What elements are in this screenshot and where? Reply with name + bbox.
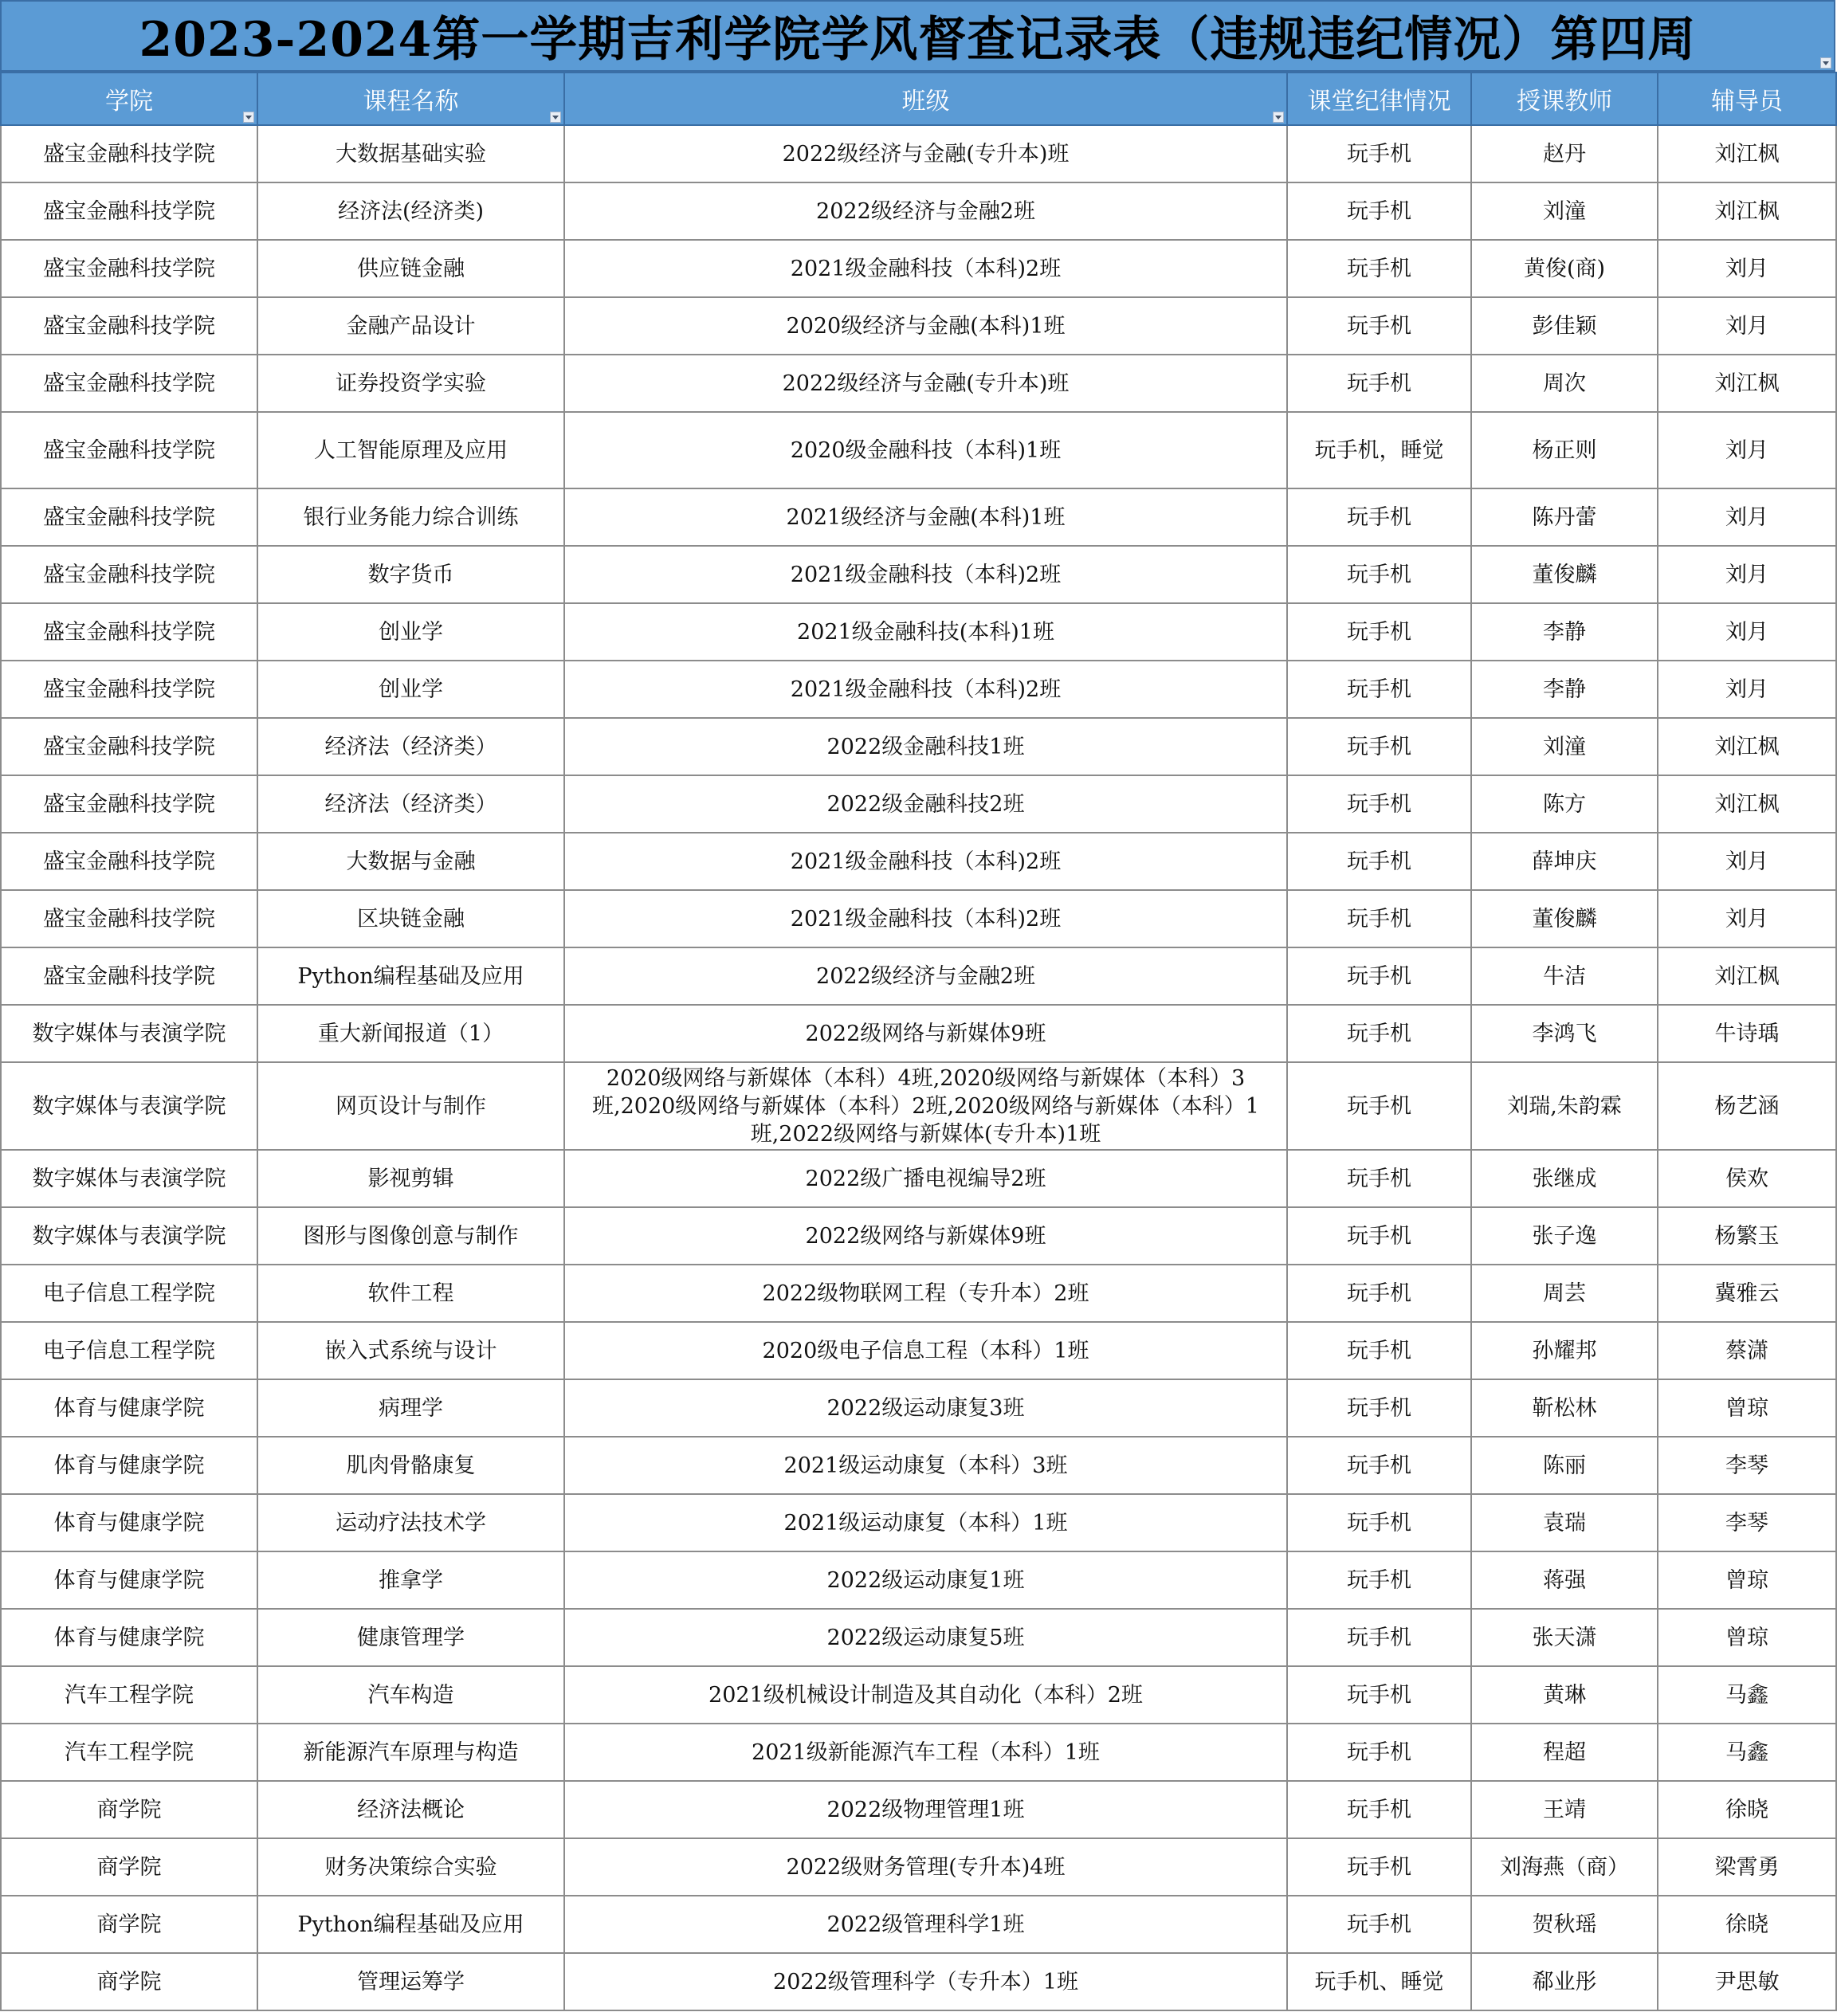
discipline-cell[interactable]: 玩手机 — [1287, 1494, 1471, 1551]
teacher-cell[interactable]: 黄俊(商) — [1471, 240, 1658, 297]
teacher-cell[interactable]: 董俊麟 — [1471, 546, 1658, 603]
counselor-cell[interactable]: 杨艺涵 — [1658, 1062, 1836, 1150]
table-row — [1, 182, 1836, 240]
teacher-cell[interactable]: 贺秋瑶 — [1471, 1896, 1658, 1953]
discipline-cell[interactable]: 玩手机 — [1287, 297, 1471, 355]
counselor-cell[interactable]: 刘月 — [1658, 297, 1836, 355]
course-cell[interactable]: 肌肉骨骼康复 — [257, 1437, 564, 1494]
table-row — [1, 1781, 1836, 1838]
class-cell[interactable]: 2021级金融科技(本科)1班 — [564, 603, 1287, 661]
class-cell[interactable]: 2021级经济与金融(本科)1班 — [564, 488, 1287, 546]
class-cell[interactable]: 2022级经济与金融(专升本)班 — [564, 355, 1287, 412]
teacher-cell[interactable]: 周芸 — [1471, 1265, 1658, 1322]
college-cell[interactable]: 商学院 — [1, 1781, 257, 1838]
course-cell[interactable]: 金融产品设计 — [257, 297, 564, 355]
table-row — [1, 125, 1836, 182]
course-cell[interactable]: 汽车构造 — [257, 1666, 564, 1724]
counselor-cell[interactable]: 李琴 — [1658, 1494, 1836, 1551]
class-cell[interactable]: 2021级金融科技（本科)2班 — [564, 833, 1287, 890]
counselor-cell[interactable]: 徐晓 — [1658, 1781, 1836, 1838]
column-header[interactable] — [1, 73, 257, 125]
course-cell[interactable]: 创业学 — [257, 603, 564, 661]
table-row — [1, 1666, 1836, 1724]
sheet-title-text: 2023-2024第一学期吉利学院学风督查记录表（违规违纪情况）第四周 — [139, 12, 1697, 68]
class-cell[interactable]: 2022级运动康复1班 — [564, 1551, 1287, 1609]
class-cell[interactable]: 2022级金融科技1班 — [564, 718, 1287, 775]
course-cell[interactable]: 经济法(经济类) — [257, 182, 564, 240]
college-cell[interactable]: 盛宝金融科技学院 — [1, 125, 257, 182]
college-cell[interactable]: 电子信息工程学院 — [1, 1265, 257, 1322]
table-row — [1, 603, 1836, 661]
class-cell[interactable]: 2021级新能源汽车工程（本科）1班 — [564, 1724, 1287, 1781]
teacher-cell[interactable]: 孙耀邦 — [1471, 1322, 1658, 1379]
college-cell[interactable]: 商学院 — [1, 1953, 257, 2010]
counselor-cell[interactable]: 刘江枫 — [1658, 718, 1836, 775]
discipline-cell[interactable]: 玩手机 — [1287, 1666, 1471, 1724]
discipline-cell[interactable]: 玩手机 — [1287, 1609, 1471, 1666]
header-label: 课堂纪律情况 — [1307, 88, 1451, 116]
college-cell[interactable]: 体育与健康学院 — [1, 1551, 257, 1609]
table-body — [1, 125, 1836, 2010]
counselor-cell[interactable]: 刘月 — [1658, 240, 1836, 297]
teacher-cell[interactable]: 张继成 — [1471, 1150, 1658, 1207]
class-cell[interactable]: 2020级经济与金融(本科)1班 — [564, 297, 1287, 355]
course-cell[interactable]: 图形与图像创意与制作 — [257, 1207, 564, 1265]
discipline-cell[interactable]: 玩手机 — [1287, 240, 1471, 297]
course-cell[interactable]: 影视剪辑 — [257, 1150, 564, 1207]
teacher-cell[interactable]: 王靖 — [1471, 1781, 1658, 1838]
filter-dropdown-icon[interactable] — [243, 112, 254, 123]
college-cell[interactable]: 盛宝金融科技学院 — [1, 297, 257, 355]
college-cell[interactable]: 汽车工程学院 — [1, 1666, 257, 1724]
header-label: 班级 — [901, 88, 950, 116]
filter-dropdown-icon[interactable] — [1273, 112, 1284, 123]
table-row — [1, 1005, 1836, 1062]
discipline-cell[interactable]: 玩手机 — [1287, 125, 1471, 182]
table-row — [1, 1724, 1836, 1781]
table-row — [1, 240, 1836, 297]
discipline-cell[interactable]: 玩手机 — [1287, 718, 1471, 775]
discipline-cell[interactable]: 玩手机 — [1287, 661, 1471, 718]
discipline-cell[interactable]: 玩手机 — [1287, 1207, 1471, 1265]
college-cell[interactable]: 盛宝金融科技学院 — [1, 947, 257, 1005]
teacher-cell[interactable]: 黄琳 — [1471, 1666, 1658, 1724]
teacher-cell[interactable]: 董俊麟 — [1471, 890, 1658, 947]
column-header[interactable] — [1471, 73, 1658, 125]
college-cell[interactable]: 电子信息工程学院 — [1, 1322, 257, 1379]
college-cell[interactable]: 盛宝金融科技学院 — [1, 603, 257, 661]
table-row — [1, 1062, 1836, 1150]
course-cell[interactable]: 推拿学 — [257, 1551, 564, 1609]
college-cell[interactable]: 体育与健康学院 — [1, 1437, 257, 1494]
course-cell[interactable]: 大数据基础实验 — [257, 125, 564, 182]
college-cell[interactable]: 数字媒体与表演学院 — [1, 1005, 257, 1062]
counselor-cell[interactable]: 刘江枫 — [1658, 182, 1836, 240]
header-label: 辅导员 — [1711, 88, 1783, 116]
counselor-cell[interactable]: 刘月 — [1658, 833, 1836, 890]
counselor-cell[interactable]: 冀雅云 — [1658, 1265, 1836, 1322]
discipline-cell[interactable]: 玩手机 — [1287, 1437, 1471, 1494]
college-cell[interactable]: 数字媒体与表演学院 — [1, 1150, 257, 1207]
discipline-cell[interactable]: 玩手机 — [1287, 890, 1471, 947]
class-cell[interactable]: 2022级财务管理(专升本)4班 — [564, 1838, 1287, 1896]
class-cell[interactable]: 2021级机械设计制造及其自动化（本科）2班 — [564, 1666, 1287, 1724]
teacher-cell[interactable]: 陈丹蕾 — [1471, 488, 1658, 546]
table-row — [1, 1207, 1836, 1265]
course-cell[interactable]: 经济法（经济类） — [257, 718, 564, 775]
teacher-cell[interactable]: 李鸿飞 — [1471, 1005, 1658, 1062]
teacher-cell[interactable]: 陈丽 — [1471, 1437, 1658, 1494]
course-cell[interactable]: 新能源汽车原理与构造 — [257, 1724, 564, 1781]
teacher-cell[interactable]: 蒋强 — [1471, 1551, 1658, 1609]
table-row — [1, 1609, 1836, 1666]
table-row — [1, 947, 1836, 1005]
table-row — [1, 297, 1836, 355]
teacher-cell[interactable]: 李静 — [1471, 661, 1658, 718]
class-cell[interactable]: 2021级金融科技（本科)2班 — [564, 240, 1287, 297]
college-cell[interactable]: 盛宝金融科技学院 — [1, 546, 257, 603]
table-row — [1, 1322, 1836, 1379]
course-cell[interactable]: 病理学 — [257, 1379, 564, 1437]
class-cell[interactable]: 2022级经济与金融2班 — [564, 947, 1287, 1005]
teacher-cell[interactable]: 彭佳颖 — [1471, 297, 1658, 355]
counselor-cell[interactable]: 尹思敏 — [1658, 1953, 1836, 2010]
college-cell[interactable]: 商学院 — [1, 1896, 257, 1953]
course-cell[interactable]: 财务决策综合实验 — [257, 1838, 564, 1896]
class-cell[interactable]: 2022级管理科学1班 — [564, 1896, 1287, 1953]
college-cell[interactable]: 盛宝金融科技学院 — [1, 890, 257, 947]
counselor-cell[interactable]: 梁霄勇 — [1658, 1838, 1836, 1896]
column-header[interactable] — [1287, 73, 1471, 125]
college-cell[interactable]: 盛宝金融科技学院 — [1, 661, 257, 718]
discipline-cell[interactable]: 玩手机 — [1287, 355, 1471, 412]
class-cell[interactable]: 2022级经济与金融(专升本)班 — [564, 125, 1287, 182]
teacher-cell[interactable]: 靳松林 — [1471, 1379, 1658, 1437]
teacher-cell[interactable]: 程超 — [1471, 1724, 1658, 1781]
class-cell[interactable]: 2021级金融科技（本科)2班 — [564, 890, 1287, 947]
record-table — [0, 72, 1837, 2011]
teacher-cell[interactable]: 郗业彤 — [1471, 1953, 1658, 2010]
college-cell[interactable]: 数字媒体与表演学院 — [1, 1062, 257, 1150]
discipline-cell[interactable]: 玩手机 — [1287, 1265, 1471, 1322]
counselor-cell[interactable]: 刘江枫 — [1658, 775, 1836, 833]
table-row — [1, 833, 1836, 890]
column-header[interactable] — [1658, 73, 1836, 125]
course-cell[interactable]: 经济法（经济类） — [257, 775, 564, 833]
college-cell[interactable]: 盛宝金融科技学院 — [1, 240, 257, 297]
class-cell[interactable]: 2022级物联网工程（专升本）2班 — [564, 1265, 1287, 1322]
column-header[interactable] — [257, 73, 564, 125]
counselor-cell[interactable]: 杨繁玉 — [1658, 1207, 1836, 1265]
course-cell[interactable]: 银行业务能力综合训练 — [257, 488, 564, 546]
college-cell[interactable]: 盛宝金融科技学院 — [1, 718, 257, 775]
discipline-cell[interactable]: 玩手机、睡觉 — [1287, 1953, 1471, 2010]
class-cell[interactable]: 2020级网络与新媒体（本科）4班,2020级网络与新媒体（本科）3班,2020级网络与新媒体（本科）2班,2020级网络与新媒体（本科）1班,2022级网络与新媒体(专升本)1班 — [564, 1062, 1287, 1150]
college-cell[interactable]: 体育与健康学院 — [1, 1609, 257, 1666]
counselor-cell[interactable]: 牛诗瑀 — [1658, 1005, 1836, 1062]
discipline-cell[interactable]: 玩手机 — [1287, 1005, 1471, 1062]
college-cell[interactable]: 盛宝金融科技学院 — [1, 412, 257, 488]
discipline-cell[interactable]: 玩手机 — [1287, 1150, 1471, 1207]
table-row — [1, 1437, 1836, 1494]
class-cell[interactable]: 2022级运动康复5班 — [564, 1609, 1287, 1666]
discipline-cell[interactable]: 玩手机 — [1287, 1379, 1471, 1437]
class-cell[interactable]: 2022级经济与金融2班 — [564, 182, 1287, 240]
table-row — [1, 546, 1836, 603]
course-cell[interactable]: 人工智能原理及应用 — [257, 412, 564, 488]
college-cell[interactable]: 盛宝金融科技学院 — [1, 833, 257, 890]
college-cell[interactable]: 盛宝金融科技学院 — [1, 775, 257, 833]
college-cell[interactable]: 盛宝金融科技学院 — [1, 488, 257, 546]
teacher-cell[interactable]: 陈方 — [1471, 775, 1658, 833]
table-row — [1, 1494, 1836, 1551]
counselor-cell[interactable]: 刘月 — [1658, 488, 1836, 546]
table-row — [1, 775, 1836, 833]
course-cell[interactable]: 网页设计与制作 — [257, 1062, 564, 1150]
college-cell[interactable]: 数字媒体与表演学院 — [1, 1207, 257, 1265]
table-row — [1, 1551, 1836, 1609]
counselor-cell[interactable]: 侯欢 — [1658, 1150, 1836, 1207]
class-cell[interactable]: 2020级电子信息工程（本科）1班 — [564, 1322, 1287, 1379]
class-cell[interactable]: 2022级网络与新媒体9班 — [564, 1207, 1287, 1265]
counselor-cell[interactable]: 徐晓 — [1658, 1896, 1836, 1953]
counselor-cell[interactable]: 刘月 — [1658, 603, 1836, 661]
teacher-cell[interactable]: 赵丹 — [1471, 125, 1658, 182]
table-row — [1, 1838, 1836, 1896]
course-cell[interactable]: 经济法概论 — [257, 1781, 564, 1838]
counselor-cell[interactable]: 刘江枫 — [1658, 947, 1836, 1005]
course-cell[interactable]: 数字货币 — [257, 546, 564, 603]
discipline-cell[interactable]: 玩手机 — [1287, 1062, 1471, 1150]
table-row — [1, 1896, 1836, 1953]
discipline-cell[interactable]: 玩手机 — [1287, 833, 1471, 890]
class-cell[interactable]: 2022级网络与新媒体9班 — [564, 1005, 1287, 1062]
table-row — [1, 488, 1836, 546]
column-header[interactable] — [564, 73, 1287, 125]
teacher-cell[interactable]: 张天潇 — [1471, 1609, 1658, 1666]
counselor-cell[interactable]: 刘江枫 — [1658, 355, 1836, 412]
filter-dropdown-icon[interactable] — [1820, 57, 1831, 69]
college-cell[interactable]: 盛宝金融科技学院 — [1, 355, 257, 412]
course-cell[interactable]: Python编程基础及应用 — [257, 947, 564, 1005]
teacher-cell[interactable]: 刘潼 — [1471, 182, 1658, 240]
discipline-cell[interactable]: 玩手机 — [1287, 1781, 1471, 1838]
college-cell[interactable]: 汽车工程学院 — [1, 1724, 257, 1781]
counselor-cell[interactable]: 刘江枫 — [1658, 125, 1836, 182]
course-cell[interactable]: 运动疗法技术学 — [257, 1494, 564, 1551]
counselor-cell[interactable]: 蔡潇 — [1658, 1322, 1836, 1379]
counselor-cell[interactable]: 刘月 — [1658, 661, 1836, 718]
header-label: 课程名称 — [363, 88, 459, 116]
discipline-cell[interactable]: 玩手机 — [1287, 775, 1471, 833]
discipline-cell[interactable]: 玩手机 — [1287, 1838, 1471, 1896]
teacher-cell[interactable]: 杨正则 — [1471, 412, 1658, 488]
class-cell[interactable]: 2022级金融科技2班 — [564, 775, 1287, 833]
class-cell[interactable]: 2022级物理管理1班 — [564, 1781, 1287, 1838]
college-cell[interactable]: 体育与健康学院 — [1, 1494, 257, 1551]
class-cell[interactable]: 2021级运动康复（本科）3班 — [564, 1437, 1287, 1494]
table-row — [1, 1379, 1836, 1437]
college-cell[interactable]: 盛宝金融科技学院 — [1, 182, 257, 240]
table-row — [1, 718, 1836, 775]
discipline-cell[interactable]: 玩手机 — [1287, 488, 1471, 546]
counselor-cell[interactable]: 刘月 — [1658, 890, 1836, 947]
counselor-cell[interactable]: 曾琼 — [1658, 1609, 1836, 1666]
class-cell[interactable]: 2021级运动康复（本科）1班 — [564, 1494, 1287, 1551]
discipline-cell[interactable]: 玩手机 — [1287, 1724, 1471, 1781]
counselor-cell[interactable]: 刘月 — [1658, 546, 1836, 603]
discipline-cell[interactable]: 玩手机 — [1287, 603, 1471, 661]
college-cell[interactable]: 体育与健康学院 — [1, 1379, 257, 1437]
teacher-cell[interactable]: 刘海燕（商） — [1471, 1838, 1658, 1896]
discipline-cell[interactable]: 玩手机，睡觉 — [1287, 412, 1471, 488]
header-label: 学院 — [105, 88, 153, 116]
class-cell[interactable]: 2021级金融科技（本科)2班 — [564, 661, 1287, 718]
teacher-cell[interactable]: 张子逸 — [1471, 1207, 1658, 1265]
course-cell[interactable]: 嵌入式系统与设计 — [257, 1322, 564, 1379]
counselor-cell[interactable]: 刘月 — [1658, 412, 1836, 488]
header-label: 授课教师 — [1517, 88, 1612, 116]
course-cell[interactable]: 重大新闻报道（1） — [257, 1005, 564, 1062]
course-cell[interactable]: 证券投资学实验 — [257, 355, 564, 412]
teacher-cell[interactable]: 刘潼 — [1471, 718, 1658, 775]
sheet-title — [0, 0, 1835, 72]
counselor-cell[interactable]: 曾琼 — [1658, 1379, 1836, 1437]
class-cell[interactable]: 2022级广播电视编导2班 — [564, 1150, 1287, 1207]
table-row — [1, 1150, 1836, 1207]
course-cell[interactable]: 健康管理学 — [257, 1609, 564, 1666]
filter-dropdown-icon[interactable] — [550, 112, 561, 123]
discipline-cell[interactable]: 玩手机 — [1287, 546, 1471, 603]
course-cell[interactable]: 区块链金融 — [257, 890, 564, 947]
class-cell[interactable]: 2022级管理科学（专升本）1班 — [564, 1953, 1287, 2010]
class-cell[interactable]: 2021级金融科技（本科)2班 — [564, 546, 1287, 603]
class-cell[interactable]: 2020级金融科技（本科)1班 — [564, 412, 1287, 488]
course-cell[interactable]: 软件工程 — [257, 1265, 564, 1322]
table-row — [1, 661, 1836, 718]
discipline-cell[interactable]: 玩手机 — [1287, 1322, 1471, 1379]
course-cell[interactable]: 创业学 — [257, 661, 564, 718]
counselor-cell[interactable]: 曾琼 — [1658, 1551, 1836, 1609]
course-cell[interactable]: 供应链金融 — [257, 240, 564, 297]
teacher-cell[interactable]: 李静 — [1471, 603, 1658, 661]
discipline-cell[interactable]: 玩手机 — [1287, 1551, 1471, 1609]
teacher-cell[interactable]: 刘瑞,朱韵霖 — [1471, 1062, 1658, 1150]
teacher-cell[interactable]: 袁瑞 — [1471, 1494, 1658, 1551]
table-row — [1, 412, 1836, 488]
teacher-cell[interactable]: 牛洁 — [1471, 947, 1658, 1005]
course-cell[interactable]: 大数据与金融 — [257, 833, 564, 890]
discipline-cell[interactable]: 玩手机 — [1287, 1896, 1471, 1953]
counselor-cell[interactable]: 马鑫 — [1658, 1666, 1836, 1724]
table-row — [1, 1953, 1836, 2010]
course-cell[interactable]: 管理运筹学 — [257, 1953, 564, 2010]
table-row — [1, 1265, 1836, 1322]
counselor-cell[interactable]: 李琴 — [1658, 1437, 1836, 1494]
table-row — [1, 355, 1836, 412]
class-cell[interactable]: 2022级运动康复3班 — [564, 1379, 1287, 1437]
discipline-cell[interactable]: 玩手机 — [1287, 947, 1471, 1005]
counselor-cell[interactable]: 马鑫 — [1658, 1724, 1836, 1781]
teacher-cell[interactable]: 周次 — [1471, 355, 1658, 412]
table-row — [1, 890, 1836, 947]
course-cell[interactable]: Python编程基础及应用 — [257, 1896, 564, 1953]
teacher-cell[interactable]: 薛坤庆 — [1471, 833, 1658, 890]
discipline-cell[interactable]: 玩手机 — [1287, 182, 1471, 240]
college-cell[interactable]: 商学院 — [1, 1838, 257, 1896]
header-row — [1, 73, 1836, 125]
